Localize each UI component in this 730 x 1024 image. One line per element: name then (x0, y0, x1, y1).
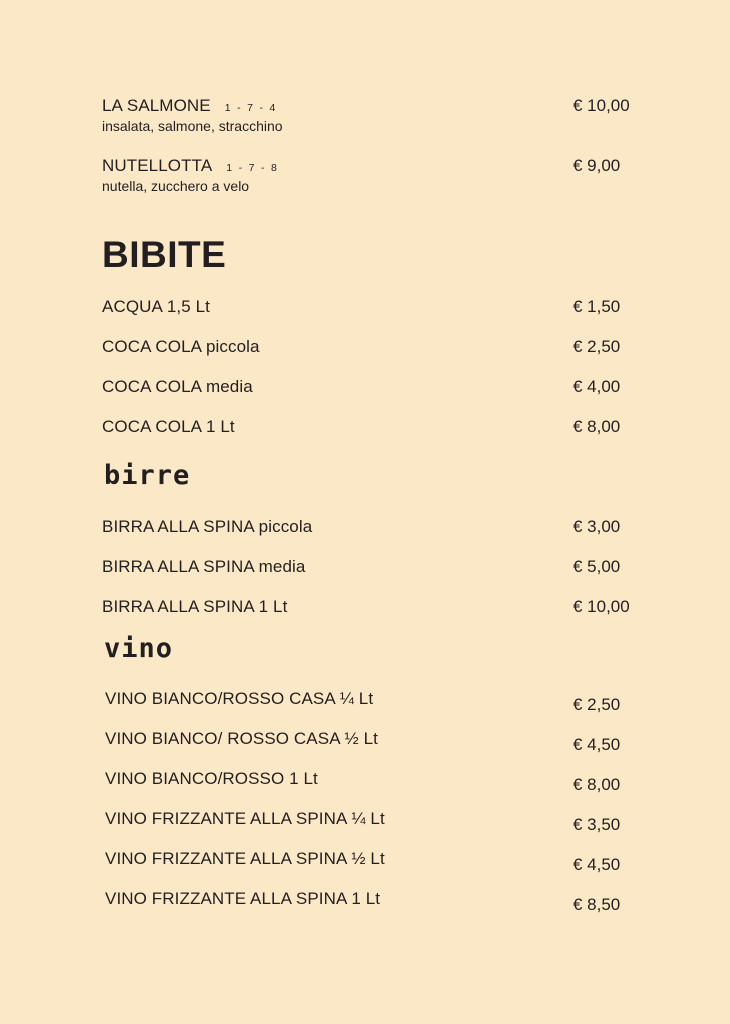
item-name: VINO BIANCO/ROSSO 1 Lt (105, 769, 318, 788)
section-title-bibite: BIBITE (102, 234, 227, 275)
item-name: VINO BIANCO/ROSSO CASA ¼ Lt (105, 689, 374, 708)
item-description: insalata, salmone, stracchino (102, 118, 283, 134)
item-price: € 3,50 (573, 815, 621, 834)
section-title-birre: birre (104, 460, 191, 491)
item-price: € 9,00 (573, 156, 621, 175)
menu-item (102, 377, 662, 397)
menu-item-la-salmone (102, 96, 662, 134)
item-description: nutella, zucchero a velo (102, 178, 250, 194)
item-price: € 2,50 (573, 337, 621, 356)
item-name: COCA COLA media (102, 377, 253, 396)
menu-item (102, 517, 662, 537)
menu-item (105, 849, 665, 874)
menu-item (102, 417, 662, 437)
item-price: € 10,00 (573, 597, 630, 616)
menu-item (102, 297, 662, 317)
menu-item (102, 557, 662, 577)
item-name: COCA COLA piccola (102, 337, 260, 356)
item-name: VINO BIANCO/ ROSSO CASA ½ Lt (105, 729, 378, 748)
item-price: € 8,00 (573, 775, 621, 794)
item-price: € 3,00 (573, 517, 621, 536)
item-price: € 5,00 (573, 557, 621, 576)
item-price: € 8,50 (573, 895, 621, 914)
section-title-vino: vino (104, 633, 174, 664)
allergen-codes: 1 - 7 - 8 (226, 162, 279, 174)
item-price: € 1,50 (573, 297, 621, 316)
menu-item (102, 597, 662, 617)
menu-item (105, 889, 665, 914)
item-name: LA SALMONE 1 - 7 - 4 (102, 96, 278, 115)
item-name: VINO FRIZZANTE ALLA SPINA ¼ Lt (105, 809, 385, 828)
menu-item (105, 729, 665, 754)
item-name: VINO FRIZZANTE ALLA SPINA 1 Lt (105, 889, 381, 908)
item-price: € 2,50 (573, 695, 621, 714)
menu-item (105, 689, 665, 714)
item-price: € 4,00 (573, 377, 621, 396)
item-price: € 10,00 (573, 96, 630, 115)
item-price: € 8,00 (573, 417, 621, 436)
item-name: BIRRA ALLA SPINA 1 Lt (102, 597, 288, 616)
item-name: BIRRA ALLA SPINA media (102, 557, 306, 576)
item-name: VINO FRIZZANTE ALLA SPINA ½ Lt (105, 849, 385, 868)
item-name: BIRRA ALLA SPINA piccola (102, 517, 313, 536)
menu-item (105, 809, 665, 834)
item-name: NUTELLOTTA 1 - 7 - 8 (102, 156, 279, 175)
item-name: ACQUA 1,5 Lt (102, 297, 210, 316)
item-name: COCA COLA 1 Lt (102, 417, 235, 436)
item-price: € 4,50 (573, 855, 621, 874)
menu-item (102, 337, 662, 357)
allergen-codes: 1 - 7 - 4 (224, 102, 278, 114)
menu-item-nutellotta (102, 156, 662, 194)
menu-item (105, 769, 665, 794)
item-price: € 4,50 (573, 735, 621, 754)
